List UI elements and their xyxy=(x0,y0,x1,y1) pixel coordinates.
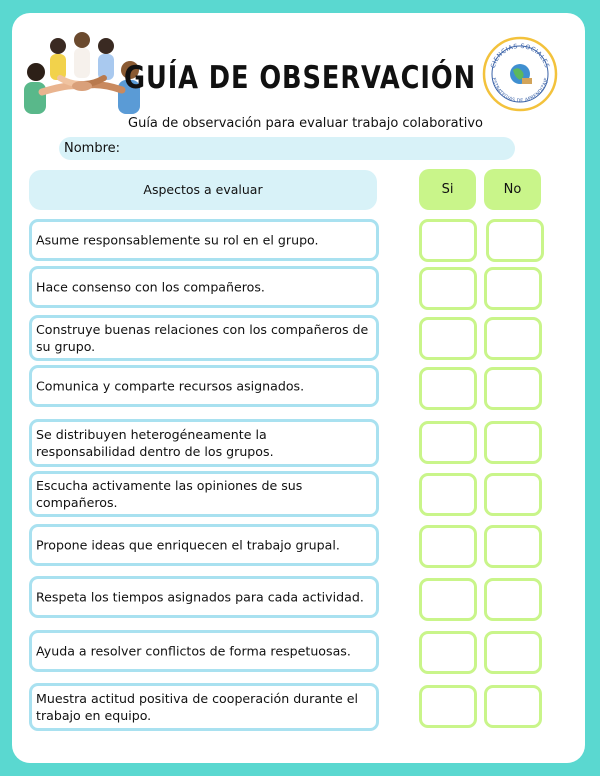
yes-checkbox-1[interactable] xyxy=(419,219,477,262)
criterion-text: Se distribuyen heterogéneamente la responsabilidad dentro de los grupos. xyxy=(36,427,274,459)
yes-checkbox-9[interactable] xyxy=(419,631,477,674)
no-checkbox-6[interactable] xyxy=(484,473,542,516)
no-checkbox-1[interactable] xyxy=(486,219,544,262)
criterion-text: Asume responsablemente su rol en el grupo. xyxy=(36,232,319,248)
yes-column-header: Si xyxy=(419,169,476,210)
page-title: GUÍA DE OBSERVACIÓN xyxy=(123,60,477,96)
criterion-text: Escucha activamente las opiniones de sus compañeros. xyxy=(36,478,303,510)
criterion-text: Hace consenso con los compañeros. xyxy=(36,279,265,295)
yes-checkbox-8[interactable] xyxy=(419,578,477,621)
no-checkbox-7[interactable] xyxy=(484,525,542,568)
no-checkbox-5[interactable] xyxy=(484,421,542,464)
criterion-row-5 xyxy=(29,419,379,467)
no-checkbox-3[interactable] xyxy=(484,317,542,360)
criterion-row-1 xyxy=(29,219,379,261)
criterion-row-2 xyxy=(29,266,379,308)
page-subtitle: Guía de observación para evaluar trabajo colaborativo xyxy=(128,116,483,131)
yes-checkbox-7[interactable] xyxy=(419,525,477,568)
yes-checkbox-6[interactable] xyxy=(419,473,477,516)
criterion-text: Muestra actitud positiva de cooperación durante el trabajo en equipo. xyxy=(36,691,358,723)
yes-checkbox-5[interactable] xyxy=(419,421,477,464)
yes-checkbox-4[interactable] xyxy=(419,367,477,410)
name-label: Nombre: xyxy=(64,141,121,156)
no-checkbox-4[interactable] xyxy=(484,367,542,410)
yes-checkbox-3[interactable] xyxy=(419,317,477,360)
criterion-text: Construye buenas relaciones con los compañeros de su grupo. xyxy=(36,322,369,354)
no-checkbox-8[interactable] xyxy=(484,578,542,621)
criterion-row-4 xyxy=(29,365,379,407)
criterion-row-6 xyxy=(29,471,379,517)
no-checkbox-2[interactable] xyxy=(484,267,542,310)
criterion-text: Comunica y comparte recursos asignados. xyxy=(36,378,305,394)
seal-top-text: CIENCIAS SOCIALES xyxy=(489,42,551,70)
criterion-row-10 xyxy=(29,683,379,731)
name-field[interactable] xyxy=(59,137,515,160)
criterion-text: Propone ideas que enriquecen el trabajo grupal. xyxy=(36,537,340,553)
criterion-row-8 xyxy=(29,576,379,618)
criterion-text: Ayuda a resolver conflictos de forma respetuosas. xyxy=(36,643,351,659)
aspects-header-label: Aspectos a evaluar xyxy=(143,182,263,197)
yes-checkbox-2[interactable] xyxy=(419,267,477,310)
criterion-row-3 xyxy=(29,315,379,361)
no-checkbox-9[interactable] xyxy=(484,631,542,674)
aspects-header xyxy=(29,170,377,210)
criterion-row-9 xyxy=(29,630,379,672)
ciencias-sociales-seal xyxy=(482,36,558,112)
seal-bottom-text: ESTRATEGIAS DE APRENDIZAJE xyxy=(490,77,550,105)
criterion-row-7 xyxy=(29,524,379,566)
no-checkbox-10[interactable] xyxy=(484,685,542,728)
yes-checkbox-10[interactable] xyxy=(419,685,477,728)
no-column-header: No xyxy=(484,169,541,210)
criterion-text: Respeta los tiempos asignados para cada actividad. xyxy=(36,589,364,605)
